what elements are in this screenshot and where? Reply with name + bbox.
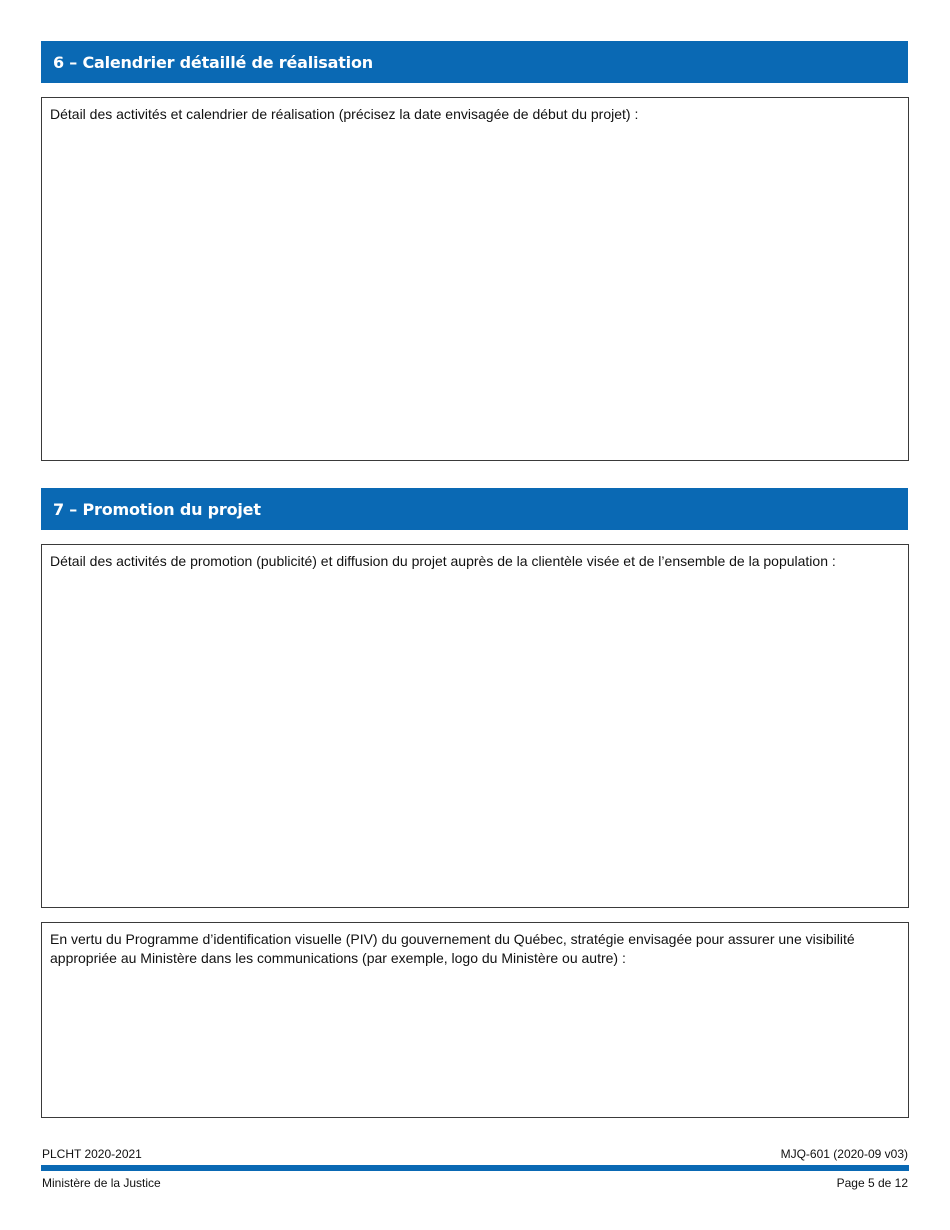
piv-visibility-field[interactable] <box>41 922 909 1118</box>
section-7-header <box>41 488 908 530</box>
section-7-title: 7 – Promotion du projet <box>53 499 261 519</box>
schedule-field-input[interactable] <box>50 128 900 168</box>
promotion-activities-label: Détail des activités de promotion (publicité) et diffusion du projet auprès de la clientèle visée et de l’ensemble de la population : <box>50 553 836 569</box>
schedule-field[interactable] <box>41 97 909 461</box>
schedule-field-label: Détail des activités et calendrier de réalisation (précisez la date envisagée de début du projet) : <box>50 106 639 122</box>
footer-form-code: MJQ-601 (2020-09 v03) <box>780 1147 908 1161</box>
piv-visibility-input[interactable] <box>50 972 900 1012</box>
piv-visibility-label: En vertu du Programme d’identification visuelle (PIV) du gouvernement du Québec, stratégie envisagée pour assurer une visibilité appropriée au Ministère dans les communications (par exemple, logo du Ministère ou autre) : <box>50 931 855 966</box>
footer-page-number: Page 5 de 12 <box>836 1176 908 1190</box>
footer-program-name: PLCHT 2020-2021 <box>42 1147 142 1161</box>
footer-ministry: Ministère de la Justice <box>42 1176 161 1190</box>
footer-divider <box>41 1165 909 1171</box>
promotion-activities-input[interactable] <box>50 575 900 615</box>
promotion-activities-field[interactable] <box>41 544 909 908</box>
section-6-title: 6 – Calendrier détaillé de réalisation <box>53 52 373 72</box>
section-6-header <box>41 41 908 83</box>
